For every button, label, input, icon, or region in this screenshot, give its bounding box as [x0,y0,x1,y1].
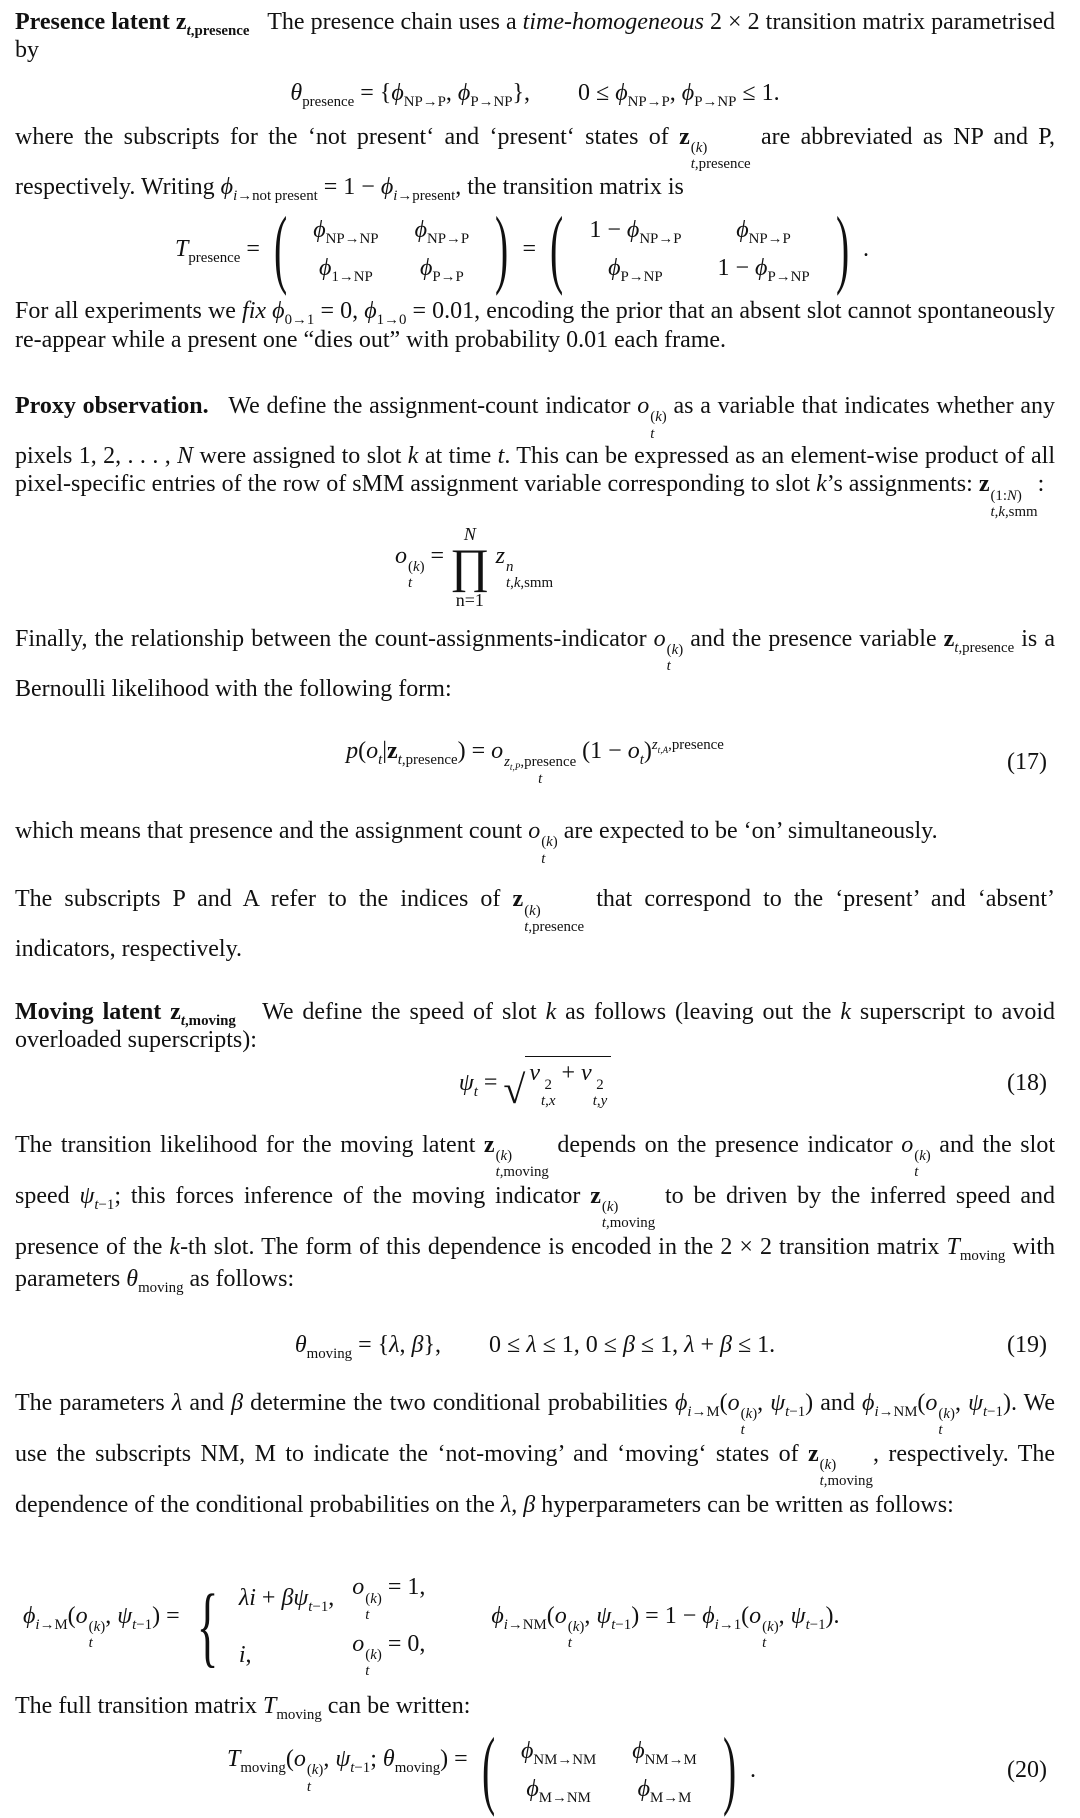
equation-19-number: (19) [1007,1332,1047,1359]
abbrev-paragraph: where the subscripts for the ‘not present‘ and ‘present‘ states of z (k) t,presence are abbreviated as NP and P, respectively. Writing $\phi_{i\to not present} = 1 - \phi_{i\to present}$, the transition matrix is [15,123,1055,204]
means-paragraph: which means that presence and the assignment count o (k) t are expected to be ‘on’ simultaneously. [15,818,938,867]
presence-paragraph: Presence latent $z_{t,presence}$ The presence chain uses a time-homogeneous 2 × 2 transition matrix parametrised by [15,9,1055,64]
t-moving-matrix: $\phi_{NM\to NM}$ $\phi_{NM\to M}$ $\phi_{M\to NM}$ $\phi_{M\to M}$ [521,1737,697,1806]
paper-page [15,8,1056,1818]
t-presence-matrix-left: $\phi_{NP\to NP}$ $\phi_{NP\to P}$ $\phi_{1\to NP}$ $\phi_{P\to P}$ [313,217,470,286]
t-presence-matrix-right: $1 - \phi_{NP\to P}$ $\phi_{NP\to P}$ $\phi_{P\to NP}$ $1 - \phi_{P\to NP}$ [589,217,810,286]
equation-18: $\psi_t$ = √ v 2 t,x + v 2 t,y (18) [15,1056,1055,1109]
theta-presence-equation: $\theta_{presence} = \{\phi_{NP\to P}$, $\phi_{P\to NP}$}, $0 \le \phi_{NP\to P}$, $\phi_{P\to NP} \le 1$. [290,79,780,110]
proxy-product-equation: o (k) t = N ∏ n=1 z n t,k,smm [395,523,554,610]
t-presence-matrix-equation: $T_{presence}$ = ( $\phi_{NP\to NP}$ $\phi_{NP\to P}$ $\phi_{1\to NP}$ $\phi_{P\to P}$ ) = ( $1 - \phi_{NP\to P}$ $\phi_{NP\to P}$ $\phi_{P\to NP}$ $1 - \phi_{P\to NP}$ ) . [175,200,869,298]
moving-paragraph: Moving latent $z_{t,moving}$ We define the speed of slot k as follows (leaving out the k superscript to avoid overloaded superscripts): [15,998,1056,1054]
subscripts-paragraph: The subscripts P and A refer to the indices of z (k) t,presence that correspond to the ‘present’ and ‘absent’ indicators, respectively. [15,886,1055,963]
equation-17-number: (17) [1007,748,1047,775]
full-matrix-paragraph: The full transition matrix $T_{moving}$ can be written: [15,1692,471,1723]
proxy-paragraph: Proxy observation. We define the assignment-count indicator o (k) t as a variable that indicates whether any pixels 1, 2, . . . , N were assigned to slot k at time t. This can be expressed as an element-wise product of all pixel-specific entries of the row of sMM assignment variable corresponding to slot k’s assignments: z (1:N) t,k,smm : [15,393,1056,520]
transition-paragraph: The transition likelihood for the moving latent z (k) t,moving depends on the presence indicator o (k) t and the slot speed $\psi_{t-1}$; this forces inference of the moving indicator z (k) t,moving to be driven by the inferred speed and presence of the k-th slot. The form of this dependence is encoded in the 2 × 2 transition matrix $T_{moving}$ with parameters $\theta_{moving}$ as follows: [15,1131,1055,1296]
equation-20-number: (20) [1007,1756,1047,1783]
sqrt-symbol: √ v 2 t,x + v 2 t,y [503,1056,611,1109]
params-paragraph: The parameters λ and β determine the two conditional probabilities $\phi_{i\to M}(o$ (k) t , $\psi_{t-1}$) and $\phi_{i\to NM}(o$ (k) t , $\psi_{t-1}$). We use the subscripts NM, M to indicate the ‘not-moving’ and ‘moving‘ states of z (k) t,moving , respectively. The dependence of the conditional probabilities on the λ, β hyperparameters can be written as follows: [15,1389,1056,1518]
proxy-heading: Proxy observation. [15,393,209,420]
product-operator: N ∏ n=1 [450,523,490,610]
fix-paragraph: For all experiments we fix $\phi_{0\to 1} = 0$, $\phi_{1\to 0} = 0.01$, encoding the prior that an absent slot cannot spontaneously re-appear while a present one “dies out” with probability 0.01 each frame. [15,298,1056,353]
equation-18-number: (18) [1007,1069,1047,1096]
equation-20: $T_{moving}(o$ (k) t , $\psi_{t-1}$; $\theta_{moving}$) = ( $\phi_{NM\to NM}$ $\phi_{NM\to M}$ $\phi_{M\to NM}$ $\phi_{M\to M}$ ) . (20) [227,1721,1047,1818]
moving-heading: Moving latent $z_{t,moving}$ [15,998,236,1029]
cases-table: $\lambda i + \beta\psi_{t-1}$, o (k) t = 1, i, o (k) t = 0, [238,1574,426,1680]
finally-paragraph: Finally, the relationship between the count-assignments-indicator o (k) t and the presence variable $z_{t,presence}$ is a Bernoulli likelihood with the following form: [15,625,1055,702]
cases-equation: $\phi_{i\to M}(o$ (k) t , $\psi_{t-1}$) = { $\lambda i + \beta\psi_{t-1}$, o (k) t = 1, i, o (k) t = 0, $\phi_{i\to NM}(o$ (k) t , $\psi_{t-1}) = 1 - \phi_{i\to 1}(o$ (k) t , $\psi_{t-1}$). [15,1569,1055,1683]
equation-17: $p(o_t|z_{t,presence}) = o$ $z_{t,P},presence$ t $(1 - o_t)^{z_{t,A},presence}$ (17) [346,737,1047,787]
equation-19: $\theta_{moving} = \{\lambda$, β}, 0 ≤ λ ≤ 1, 0 ≤ β ≤ 1, λ + β ≤ 1. (19) [294,1332,1047,1362]
presence-heading: Presence latent $z_{t,presence}$ [15,9,250,39]
